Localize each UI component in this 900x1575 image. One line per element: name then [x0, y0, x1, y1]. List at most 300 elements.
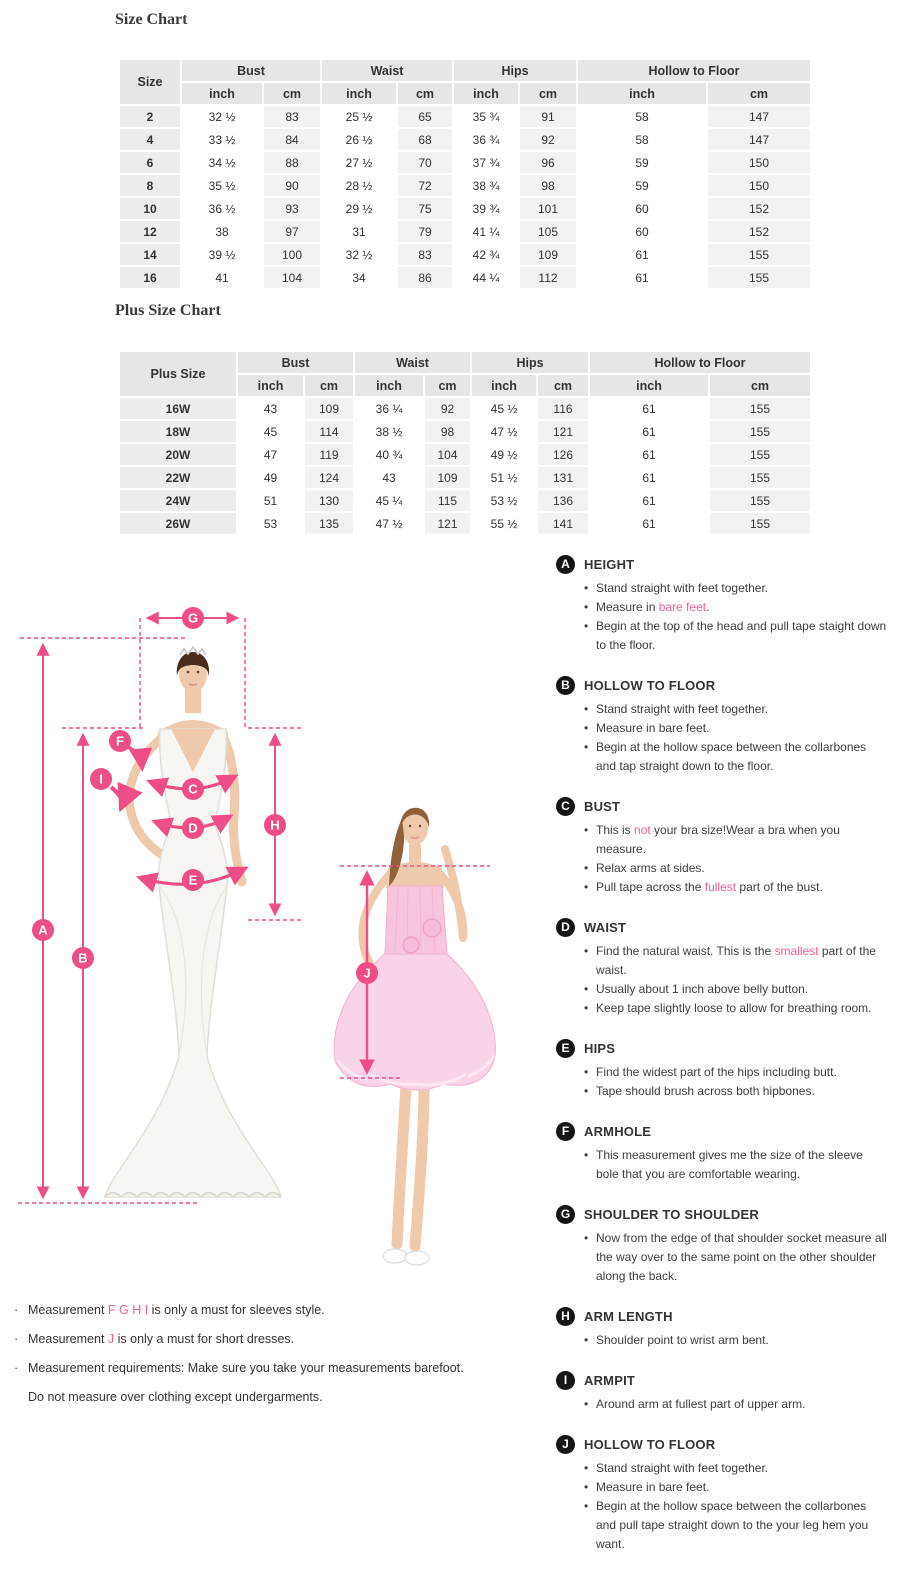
- measurement-cell: 49 ½: [472, 444, 536, 465]
- measurement-cell: 98: [520, 175, 576, 196]
- note-text: [28, 1329, 294, 1349]
- instruction-title: BUST: [584, 799, 621, 814]
- measurement-cell: 61: [590, 513, 708, 534]
- unit-header: inch: [182, 83, 262, 104]
- measurement-cell: 36 ¾: [454, 129, 518, 150]
- measurement-cell: 37 ¾: [454, 152, 518, 173]
- table-row: [120, 198, 810, 219]
- measurement-cell: 147: [708, 129, 810, 150]
- instruction-C: [556, 797, 888, 897]
- table-row: [120, 267, 810, 288]
- instruction-bullets: [556, 1063, 888, 1101]
- measurement-cell: 38: [182, 221, 262, 242]
- measurement-cell: 119: [305, 444, 353, 465]
- unit-header: cm: [398, 83, 452, 104]
- bullet-line: [584, 617, 888, 655]
- size-cell: 12: [120, 221, 180, 242]
- measurement-cell: 61: [590, 398, 708, 419]
- measurement-cell: 51 ½: [472, 467, 536, 488]
- measurement-cell: 116: [538, 398, 588, 419]
- bullet-text: [596, 859, 888, 878]
- bullet-line: [584, 719, 888, 738]
- measurement-cell: 61: [590, 421, 708, 442]
- measurement-cell: 109: [520, 244, 576, 265]
- text-segment: Measurement requirements: Make sure you take your measurements barefoot.: [28, 1361, 464, 1375]
- text-segment: part of the bust.: [736, 880, 823, 894]
- bullet-line: [584, 859, 888, 878]
- measurement-cell: 45 ½: [472, 398, 536, 419]
- table-row: [120, 221, 810, 242]
- badge-G: [182, 607, 204, 629]
- group-header: Hollow to Floor: [590, 352, 810, 373]
- letter-badge-J: J: [556, 1435, 575, 1454]
- measurement-cell: 32 ½: [182, 106, 262, 127]
- unit-header: inch: [454, 83, 518, 104]
- bullet-line: [584, 878, 888, 897]
- badge-E-letter: E: [188, 872, 198, 888]
- bullet-icon: ·: [14, 1332, 19, 1346]
- bullet-icon: •: [584, 982, 589, 996]
- measurement-cell: 88: [264, 152, 320, 173]
- measurement-cell: 26 ½: [322, 129, 396, 150]
- text-segment: Find the natural waist. This is the: [596, 944, 775, 958]
- measurement-cell: 34: [322, 267, 396, 288]
- text-segment: Keep tape slightly loose to allow for breathing room.: [596, 1001, 872, 1015]
- measurement-cell: 92: [425, 398, 470, 419]
- bullet-icon: •: [584, 1333, 589, 1347]
- instruction-heading: [556, 555, 888, 574]
- bullet-line: [584, 700, 888, 719]
- measurement-cell: 58: [578, 129, 706, 150]
- text-segment: Stand straight with feet together.: [596, 1461, 769, 1475]
- bride-left-arm: [129, 738, 164, 856]
- measurement-cell: 155: [710, 398, 810, 419]
- bullet-text: [596, 1497, 888, 1554]
- measurement-cell: 68: [398, 129, 452, 150]
- measurement-cell: 25 ½: [322, 106, 396, 127]
- measurement-cell: 136: [538, 490, 588, 511]
- instruction-bullets: [556, 579, 888, 655]
- text-segment: Tape should brush across both hipbones.: [596, 1084, 815, 1098]
- measurement-cell: 59: [578, 152, 706, 173]
- instruction-title: HIPS: [584, 1041, 616, 1056]
- measurement-cell: 33 ½: [182, 129, 262, 150]
- measurement-cell: 53 ½: [472, 490, 536, 511]
- measurement-cell: 152: [708, 198, 810, 219]
- highlighted-text: bare feet: [658, 600, 707, 614]
- instruction-title: ARM LENGTH: [584, 1309, 673, 1324]
- bride-right-arm: [224, 738, 242, 882]
- bride-eye-left: [187, 671, 190, 674]
- instruction-title: HOLLOW TO FLOOR: [584, 1437, 716, 1452]
- text-segment: Begin at the hollow space between the collarbones and pull tape straight down to the your leg hem you want.: [596, 1499, 869, 1551]
- size-cell: 8: [120, 175, 180, 196]
- measurement-cell: 86: [398, 267, 452, 288]
- measurement-cell: 38 ½: [355, 421, 423, 442]
- size-cell: 16: [120, 267, 180, 288]
- measurement-cell: 61: [578, 244, 706, 265]
- bride-model-illustration: [105, 647, 281, 1197]
- letter-badge-F: F: [556, 1122, 575, 1141]
- table-row: [120, 175, 810, 196]
- unit-header: cm: [710, 375, 810, 396]
- instruction-title: ARMHOLE: [584, 1124, 652, 1139]
- bullet-icon: •: [584, 1001, 589, 1015]
- highlighted-text: fullest: [704, 880, 737, 894]
- measurement-instructions: [556, 555, 888, 1575]
- text-segment: is only a must for sleeves style.: [148, 1303, 325, 1317]
- measurement-cell: 152: [708, 221, 810, 242]
- badge-J: [356, 962, 378, 984]
- bullet-text: [596, 821, 888, 859]
- measurement-cell: 72: [398, 175, 452, 196]
- measurement-cell: 49: [238, 467, 303, 488]
- table-row: [120, 421, 810, 442]
- unit-header: inch: [322, 83, 396, 104]
- note-line: [14, 1300, 544, 1320]
- text-segment: Now from the edge of that shoulder socket measure all the way over to the same point on the other shoulder along the back.: [596, 1231, 887, 1283]
- bullet-icon: •: [584, 619, 589, 633]
- instruction-title: WAIST: [584, 920, 627, 935]
- header-row-groups: [120, 352, 810, 373]
- instruction-bullets: [556, 1229, 888, 1286]
- badge-H: [264, 814, 286, 836]
- pink-dress-model-illustration: [334, 808, 495, 1265]
- measurement-cell: 93: [264, 198, 320, 219]
- instruction-A: [556, 555, 888, 655]
- group-header: Waist: [355, 352, 470, 373]
- unit-header: cm: [538, 375, 588, 396]
- letter-badge-I: I: [556, 1371, 575, 1390]
- measurement-cell: 35 ½: [182, 175, 262, 196]
- table-row: [120, 490, 810, 511]
- unit-header: inch: [578, 83, 706, 104]
- bullet-icon: •: [584, 721, 589, 735]
- measurement-cell: 83: [264, 106, 320, 127]
- measurement-cell: 65: [398, 106, 452, 127]
- measurement-cell: 104: [425, 444, 470, 465]
- instruction-title: SHOULDER TO SHOULDER: [584, 1207, 759, 1222]
- measurement-cell: 96: [520, 152, 576, 173]
- measurement-cell: 47 ½: [472, 421, 536, 442]
- badge-I-letter: I: [99, 771, 103, 787]
- instruction-J: [556, 1435, 888, 1554]
- group-header: Hips: [472, 352, 588, 373]
- instruction-heading: [556, 1307, 888, 1326]
- instruction-heading: [556, 797, 888, 816]
- text-segment: This is: [596, 823, 635, 837]
- bullet-text: [596, 1331, 888, 1350]
- bullet-text: [596, 598, 888, 617]
- measurement-cell: 155: [710, 444, 810, 465]
- measurement-cell: 115: [425, 490, 470, 511]
- size-cell: 26W: [120, 513, 236, 534]
- table-row: [120, 106, 810, 127]
- measurement-cell: 83: [398, 244, 452, 265]
- measurement-cell: 121: [538, 421, 588, 442]
- unit-header: inch: [238, 375, 303, 396]
- instruction-heading: [556, 1435, 888, 1454]
- table-row: [120, 129, 810, 150]
- pink-dress-flower-2: [403, 937, 419, 953]
- measurement-figure: [8, 556, 548, 1296]
- letter-badge-H: H: [556, 1307, 575, 1326]
- measurement-cell: 135: [305, 513, 353, 534]
- instruction-bullets: [556, 1459, 888, 1554]
- badge-J-letter: J: [363, 965, 371, 981]
- measurement-cell: 59: [578, 175, 706, 196]
- measurement-cell: 43: [238, 398, 303, 419]
- measurement-cell: 27 ½: [322, 152, 396, 173]
- bullet-text: [596, 999, 888, 1018]
- measurement-cell: 36 ½: [182, 198, 262, 219]
- instruction-D: [556, 918, 888, 1018]
- text-segment: Measure in bare feet.: [596, 1480, 710, 1494]
- measurement-cell: 40 ¾: [355, 444, 423, 465]
- bullet-line: [584, 579, 888, 598]
- size-cell: 10: [120, 198, 180, 219]
- size-cell: 24W: [120, 490, 236, 511]
- badge-B: [72, 947, 94, 969]
- note-text: [28, 1387, 323, 1407]
- instruction-bullets: [556, 1395, 888, 1414]
- bullet-text: [596, 1063, 888, 1082]
- bullet-icon: •: [584, 740, 589, 754]
- pink-dress-flower-1: [423, 919, 441, 937]
- pink-model-left-leg: [397, 1084, 406, 1244]
- size-chart-title: Size Chart: [115, 11, 188, 28]
- bullet-line: [584, 942, 888, 980]
- note-line: [14, 1358, 544, 1378]
- text-segment: Shoulder point to wrist arm bent.: [596, 1333, 769, 1347]
- measurement-cell: 147: [708, 106, 810, 127]
- note-line: [14, 1329, 544, 1349]
- bullet-line: [584, 1395, 888, 1414]
- size-cell: 4: [120, 129, 180, 150]
- instruction-bullets: [556, 700, 888, 776]
- bullet-text: [596, 719, 888, 738]
- instruction-heading: [556, 1205, 888, 1224]
- unit-header: inch: [472, 375, 536, 396]
- measurement-cell: 155: [708, 267, 810, 288]
- text-segment: part of the waist.: [596, 944, 876, 977]
- measurement-cell: 43: [355, 467, 423, 488]
- measurement-cell: 124: [305, 467, 353, 488]
- badge-D-letter: D: [188, 820, 198, 836]
- instruction-H: [556, 1307, 888, 1350]
- instruction-title: HOLLOW TO FLOOR: [584, 678, 716, 693]
- badge-A-letter: A: [38, 922, 48, 938]
- measurement-cell: 61: [590, 467, 708, 488]
- header-row-units: [120, 83, 810, 104]
- bullet-icon: ·: [14, 1361, 19, 1375]
- measurement-cell: 114: [305, 421, 353, 442]
- letter-badge-G: G: [556, 1205, 575, 1224]
- size-cell: 18W: [120, 421, 236, 442]
- measurement-notes: [14, 1300, 544, 1416]
- measurement-cell: 92: [520, 129, 576, 150]
- plus-size-chart-table: [118, 350, 812, 536]
- badge-G-letter: G: [187, 610, 199, 626]
- letter-badge-D: D: [556, 918, 575, 937]
- measurement-cell: 29 ½: [322, 198, 396, 219]
- armpit-band: [111, 787, 123, 806]
- bullet-icon: •: [584, 1084, 589, 1098]
- bullet-text: [596, 1082, 888, 1101]
- size-chart-table: [118, 58, 812, 290]
- bullet-icon: •: [584, 944, 589, 958]
- bullet-line: [584, 821, 888, 859]
- measurement-cell: 70: [398, 152, 452, 173]
- measurement-cell: 131: [538, 467, 588, 488]
- instruction-title: ARMPIT: [584, 1373, 636, 1388]
- bullet-text: [596, 878, 888, 897]
- unit-header: cm: [520, 83, 576, 104]
- bullet-text: [596, 980, 888, 999]
- measurement-cell: 42 ¾: [454, 244, 518, 265]
- measurement-cell: 109: [425, 467, 470, 488]
- group-header: Hollow to Floor: [578, 60, 810, 81]
- text-segment: Measurement: [28, 1303, 108, 1317]
- measurement-cell: 41: [182, 267, 262, 288]
- measurement-cell: 31: [322, 221, 396, 242]
- table-row: [120, 244, 810, 265]
- letter-badge-A: A: [556, 555, 575, 574]
- text-segment: Usually about 1 inch above belly button.: [596, 982, 809, 996]
- bullet-text: [596, 738, 888, 776]
- unit-header: cm: [264, 83, 320, 104]
- table-row: [120, 444, 810, 465]
- measurement-cell: 155: [708, 244, 810, 265]
- measurement-cell: 34 ½: [182, 152, 262, 173]
- instruction-I: [556, 1371, 888, 1414]
- size-cell: 6: [120, 152, 180, 173]
- badge-H-letter: H: [270, 817, 280, 833]
- measurement-cell: 75: [398, 198, 452, 219]
- highlighted-text: F G H I: [107, 1303, 149, 1317]
- size-cell: 22W: [120, 467, 236, 488]
- pink-model-shoe-left: [383, 1249, 407, 1263]
- bullet-icon: •: [584, 861, 589, 875]
- badge-I: [90, 768, 112, 790]
- bullet-line: [584, 1331, 888, 1350]
- instruction-E: [556, 1039, 888, 1101]
- measurement-cell: 38 ¾: [454, 175, 518, 196]
- bullet-icon: •: [584, 1148, 589, 1162]
- pink-model-eye-right: [419, 825, 421, 827]
- text-segment: Relax arms at sides.: [596, 861, 705, 875]
- bullet-icon: •: [584, 581, 589, 595]
- badge-C: [182, 778, 204, 800]
- instruction-heading: [556, 1371, 888, 1390]
- measurement-cell: 51: [238, 490, 303, 511]
- bullet-icon: •: [584, 1480, 589, 1494]
- bullet-line: [584, 999, 888, 1018]
- bullet-icon: •: [584, 1065, 589, 1079]
- measurement-cell: 155: [710, 490, 810, 511]
- bullet-text: [596, 942, 888, 980]
- measurement-cell: 39 ½: [182, 244, 262, 265]
- measurement-cell: 84: [264, 129, 320, 150]
- instruction-bullets: [556, 1331, 888, 1350]
- bullet-line: [584, 1082, 888, 1101]
- measurement-cell: 126: [538, 444, 588, 465]
- instruction-heading: [556, 1122, 888, 1141]
- measurement-cell: 101: [520, 198, 576, 219]
- badge-F: [109, 730, 131, 752]
- text-segment: Measure in bare feet.: [596, 721, 710, 735]
- measurement-cell: 55 ½: [472, 513, 536, 534]
- bullet-icon: •: [584, 1231, 589, 1245]
- text-segment: Do not measure over clothing except undergarments.: [28, 1390, 323, 1404]
- table-row: [120, 398, 810, 419]
- text-segment: Measure in: [596, 600, 659, 614]
- bullet-icon: •: [584, 702, 589, 716]
- table-row: [120, 513, 810, 534]
- bullet-icon: •: [584, 1499, 589, 1513]
- measurement-cell: 47 ½: [355, 513, 423, 534]
- measurement-cell: 104: [264, 267, 320, 288]
- badge-F-letter: F: [116, 733, 124, 749]
- note-text: [28, 1300, 325, 1320]
- pink-model-right-leg: [415, 1084, 424, 1246]
- measurement-cell: 98: [425, 421, 470, 442]
- text-segment: Around arm at fullest part of upper arm.: [596, 1397, 806, 1411]
- measurement-cell: 155: [710, 513, 810, 534]
- instruction-F: [556, 1122, 888, 1184]
- instruction-bullets: [556, 821, 888, 897]
- measurement-cell: 32 ½: [322, 244, 396, 265]
- bullet-icon: •: [584, 1397, 589, 1411]
- bullet-line: [584, 980, 888, 999]
- text-segment: Begin at the hollow space between the collarbones and tap straight down to the floor.: [596, 740, 867, 773]
- group-header: Hips: [454, 60, 576, 81]
- bullet-text: [596, 1146, 888, 1184]
- group-header: Bust: [238, 352, 353, 373]
- header-row-groups: [120, 60, 810, 81]
- table-row: [120, 467, 810, 488]
- measurement-cell: 45: [238, 421, 303, 442]
- pink-model-shoe-right: [405, 1251, 429, 1265]
- measurement-cell: 60: [578, 198, 706, 219]
- unit-header: cm: [425, 375, 470, 396]
- text-segment: Measurement: [28, 1332, 108, 1346]
- measurement-cell: 61: [590, 490, 708, 511]
- text-segment: Pull tape across the: [596, 880, 705, 894]
- badge-A: [32, 919, 54, 941]
- measurement-cell: 97: [264, 221, 320, 242]
- measurement-cell: 112: [520, 267, 576, 288]
- text-segment: Find the widest part of the hips including butt.: [596, 1065, 837, 1079]
- measurement-cell: 109: [305, 398, 353, 419]
- bullet-text: [596, 617, 888, 655]
- badge-C-letter: C: [188, 781, 198, 797]
- bullet-icon: •: [584, 1461, 589, 1475]
- measurement-cell: 58: [578, 106, 706, 127]
- bullet-line: [584, 1497, 888, 1554]
- measurement-cell: 41 ¼: [454, 221, 518, 242]
- measurement-cell: 155: [710, 421, 810, 442]
- measurement-cell: 28 ½: [322, 175, 396, 196]
- instruction-G: [556, 1205, 888, 1286]
- bride-neck: [185, 689, 201, 713]
- bullet-line: [584, 1459, 888, 1478]
- measurement-cell: 91: [520, 106, 576, 127]
- bullet-line: [584, 1063, 888, 1082]
- instruction-bullets: [556, 1146, 888, 1184]
- bullet-line: [584, 1229, 888, 1286]
- unit-header: cm: [305, 375, 353, 396]
